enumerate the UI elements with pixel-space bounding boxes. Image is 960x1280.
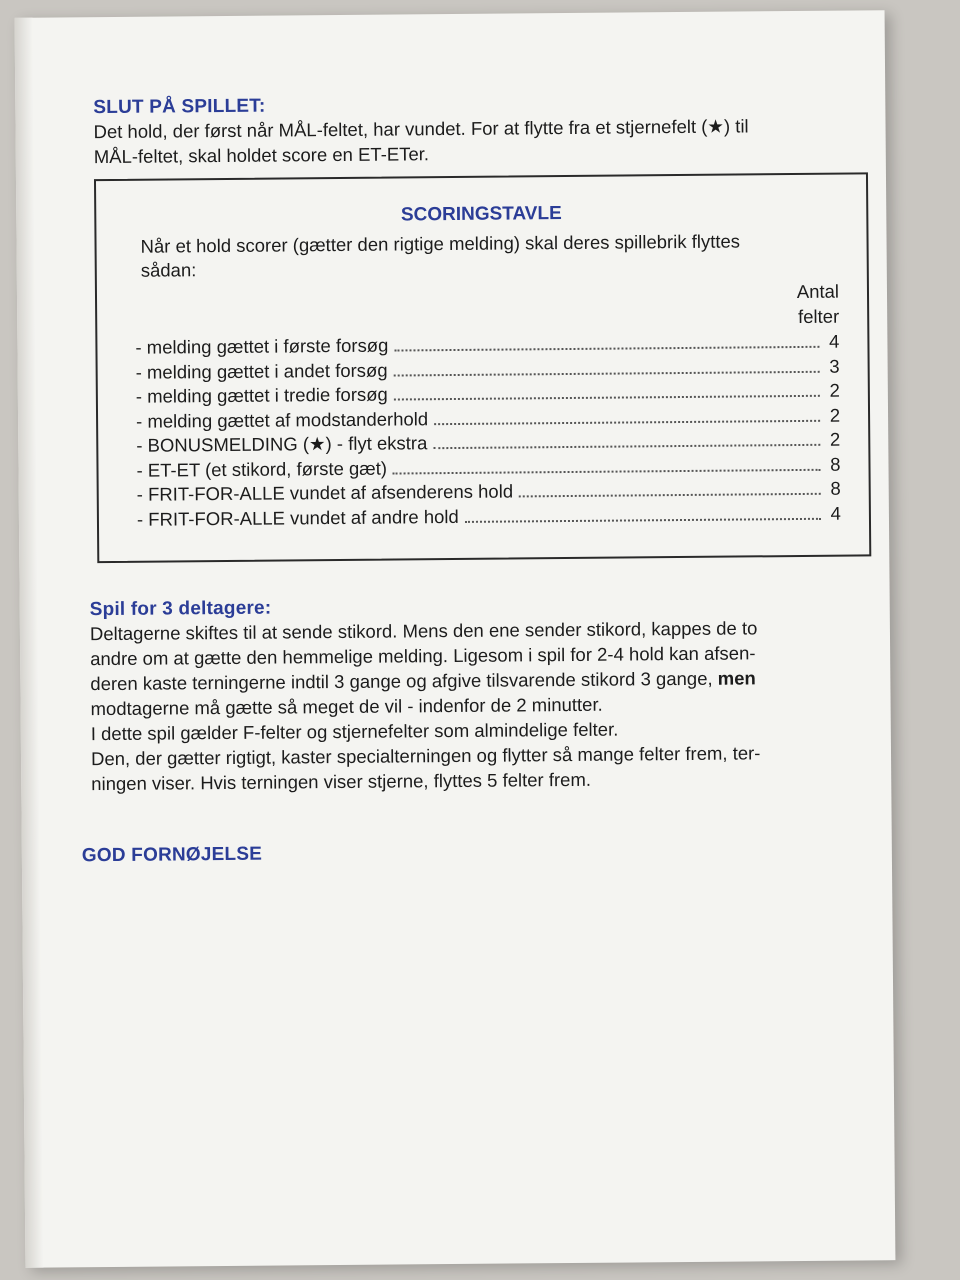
end-of-game-line: MÅL-feltet, skal holdet score en ET-ETer. xyxy=(93,143,430,168)
three-players-line: I dette spil gælder F-felter og stjernefelter som almindelige felter. xyxy=(90,718,619,745)
leader-dots xyxy=(434,419,820,424)
score-row-label: - melding gættet i andet forsøg xyxy=(135,359,388,383)
score-row-value: 8 xyxy=(830,453,841,475)
scoreboard-intro-line: Når et hold scorer (gætter den rigtige melding) skal deres spillebrik flyttes xyxy=(140,230,741,257)
column-header xyxy=(797,279,840,329)
three-players-line: Den, der gætter rigtigt, kaster specialterningen og flytter så mange felter frem, ter- xyxy=(90,742,761,770)
score-rows xyxy=(135,331,841,533)
bold-word: men xyxy=(717,667,756,689)
end-of-game-line: Det hold, der først når MÅL-feltet, har vundet. For at flytte fra et stjernefelt (★) til xyxy=(93,115,749,143)
score-row-label: - FRIT-FOR-ALLE vundet af afsenderens hold xyxy=(136,480,514,505)
leader-dots xyxy=(519,493,821,498)
manual-page xyxy=(15,10,896,1268)
leader-dots xyxy=(394,395,820,401)
scoreboard-intro xyxy=(140,229,830,283)
end-of-game-text xyxy=(93,112,873,169)
page-spine xyxy=(15,18,44,1268)
score-row-label: - melding gættet i tredie forsøg xyxy=(135,383,388,407)
scoreboard-title: SCORINGSTAVLE xyxy=(400,203,562,226)
three-players-heading: Spil for 3 deltagere: xyxy=(89,597,272,621)
column-header-line: Antal xyxy=(796,280,840,303)
leader-dots xyxy=(465,517,821,522)
three-players-line: andre om at gætte den hemmelige melding. Ligesom i spil for 2-4 hold kan afsen- xyxy=(90,642,756,670)
leader-dots xyxy=(393,468,821,474)
column-header-line: felter xyxy=(797,305,840,327)
leader-dots xyxy=(433,444,820,449)
three-players-line: Deltagerne skiftes til at sende stikord. Mens den ene sender stikord, kappes de to xyxy=(89,617,758,645)
three-players-line: ningen viser. Hvis terningen viser stjerne, flyttes 5 felter frem. xyxy=(91,768,592,795)
closing-heading: GOD FORNØJELSE xyxy=(81,843,263,867)
score-row-value: 8 xyxy=(830,477,841,499)
score-row-value: 4 xyxy=(830,502,842,524)
score-row-label: - melding gættet af modstanderhold xyxy=(135,407,429,432)
score-row-value: 2 xyxy=(829,379,840,401)
scoreboard-intro-line: sådan: xyxy=(140,259,197,281)
score-row-label: - melding gættet i første forsøg xyxy=(135,334,389,358)
score-row xyxy=(137,502,841,533)
score-row-value: 2 xyxy=(829,428,841,450)
score-row-value: 3 xyxy=(829,355,840,377)
score-row-label: - BONUSMELDING (★) - flyt ekstra xyxy=(136,432,428,456)
scoreboard-box xyxy=(94,172,871,563)
leader-dots xyxy=(394,346,819,352)
score-row-value: 2 xyxy=(829,404,841,426)
three-players-text xyxy=(90,614,881,796)
score-row-value: 4 xyxy=(829,330,840,352)
score-row-label: - ET-ET (et stikord, første gæt) xyxy=(136,457,388,481)
score-row-label: - FRIT-FOR-ALLE vundet af andre hold xyxy=(136,505,459,530)
end-of-game-heading: SLUT PÅ SPILLET: xyxy=(93,95,266,119)
three-players-line-part: deren kaste terningerne indtil 3 gange og afgive tilsvarende stikord 3 gange, xyxy=(90,667,713,695)
three-players-line: modtagerne må gætte så meget de vil - indenfor de 2 minutter. xyxy=(90,693,603,720)
leader-dots xyxy=(394,370,820,376)
